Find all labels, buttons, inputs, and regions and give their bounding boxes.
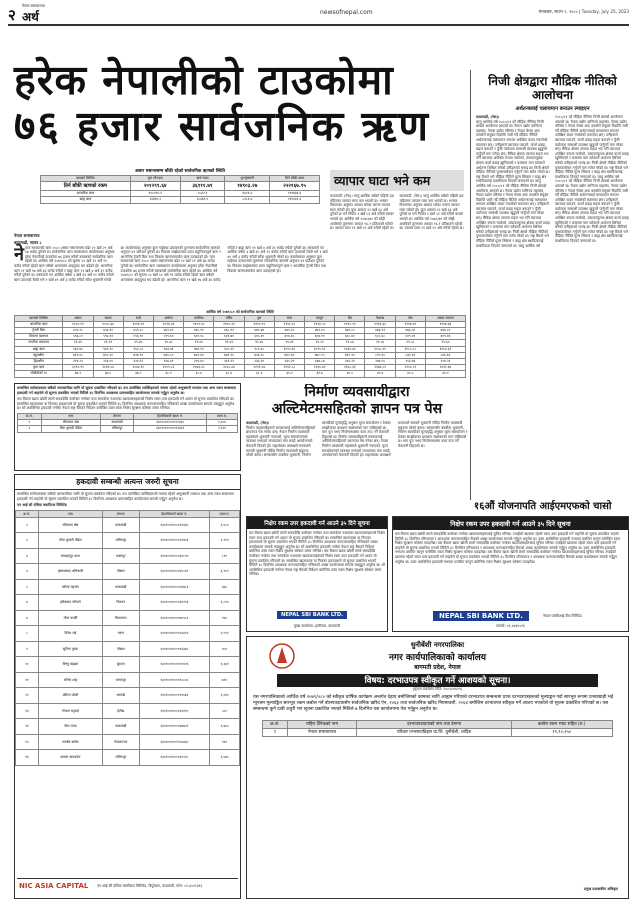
stats-block bbox=[14, 310, 466, 378]
page-number: २ bbox=[8, 6, 16, 24]
table-row: बाह्य ऋण ९३२.७० ९४१.२० ९५२.८८ ९६३.४१ ९७१.९० ९८०.२२ ९८९.४८ १०००.६० १०१५.९२ १०३२.४१ १०५८.२० १०८५.८८ ११०४.३१ bbox=[15, 346, 466, 352]
lead-table-caption: असार मसान्तसम्म बाँकी रहेको सार्वजनिक ऋणको स्थिति bbox=[134, 169, 226, 174]
issue-date: मंगलबार, साउन ९, २०८० | Tuesday, July 25, 2023 bbox=[538, 9, 629, 14]
sbi-name-np: नेपाल एसबिआई बैंक लिमिटेड bbox=[543, 614, 582, 619]
lead-article bbox=[14, 222, 328, 308]
deposit-notice-1 bbox=[246, 516, 388, 632]
construction-headline-line1: निर्माण व्यवसायीद्वारा bbox=[304, 384, 410, 400]
sbi-logo-2: NEPAL SBI BANK LTD. bbox=[433, 611, 529, 621]
claim-notice-address: एन आई सी एसिया क्यापिटल लिमिटेड, त्रिपुरेश्वर, काठमाडौं, फोन: ०१-४५११३६२ bbox=[97, 884, 203, 888]
table-row: १३ गोपाल भट्टराई हेटौंडा १३०१०२००००१३२३९० ५८० bbox=[16, 703, 240, 719]
table-row: विकास ऋणपत्र ५९३.८० ५९४.९२ ५९६.९० ५९९.६० ६०१.०८ ६०२.७० ६०५.१० ६०६.६५ ६०७.९० ६०८.४२ ६०८.६८ ६०९.०१ ६०९.१६ bbox=[15, 334, 466, 340]
dhunibeshi-subtitle: (सूचना प्रकाशित मिति: २०८०/०४/०९) bbox=[412, 687, 463, 691]
site-url[interactable]: newsofnepal.com bbox=[320, 9, 373, 16]
dhunibeshi-sign: प्रमुख प्रशासकीय अधिकृत bbox=[584, 887, 618, 892]
table-header: हिताधिकारी खाता नं. bbox=[139, 510, 210, 517]
dhunibeshi-notice bbox=[246, 636, 629, 899]
trade-article bbox=[330, 170, 464, 308]
lead-table bbox=[40, 168, 320, 204]
deposit-notice-2-title: निक्षेप रकम उपर हकदावी गर्न आउने ३५ दिने सूचना bbox=[393, 517, 628, 530]
table-header: ऋणको किसिम bbox=[41, 176, 131, 182]
claim-table bbox=[15, 510, 240, 766]
lead-byline: नेपाल समाचारपत्र bbox=[14, 233, 40, 238]
dhunibeshi-title: विषय: दरभाउपत्र स्वीकृत गर्ने आशयको सूचना। bbox=[277, 674, 598, 687]
bank-notice-table: क्र.सं. नाम ठेगाना हिताधिकारी खाता नं. रकम रु. १ सीताराम श्रेष्ठ काठमाडौं १३०१०२०००००१२३४५ २,४५० २ गीता कुमारी पौडेल ललितपुर १३०१०२०००००२२३४१ १,१२० bbox=[17, 413, 238, 433]
table-row: ४ कृष्णप्रसाद अधिकारी पोखरा १३०१०२०००००४५५१२ ३,२०० bbox=[16, 564, 240, 580]
table-row: ६ हरिप्रसाद न्यौपाने चितवन १३०१०२०००००६१२२३ १,८९० bbox=[16, 595, 240, 611]
table-row: १६ कमला सापकोटा ललितपुर १३०१०२००००१६०१२८ १,४७० bbox=[16, 750, 240, 766]
org-name-1: धुनीबेंशी नगरपालिका bbox=[410, 641, 465, 649]
table-header: क्र.सं. bbox=[16, 510, 39, 517]
trade-headline: व्यापार घाटा भने कम bbox=[330, 170, 464, 191]
table-row: १ नेपाल समाचारपत्र परिवार एभरग्रयाडिङ्स प्रा.लि. धुनीबेंशी, धादिङ १९,९०,२५० bbox=[263, 728, 613, 736]
table-row: ८ दिनेश राई धरान १३०१०२०००००८४४१२ २,०१० bbox=[16, 626, 240, 642]
table-header: जेठ bbox=[395, 315, 425, 321]
table-header: कात्तिक bbox=[184, 315, 214, 321]
claim-notice-intro: सम्बन्धित सरोकारवाला सबैको जानकारीका लागि यो सूचना प्रकाशित गरिएको छ। तल उल्लेखित व्यक्तिहरूको नाममा रहेको अभुक्तानी लाभांश तथा अन्य रकम सम्बन्धमा हकदावी गर्न चाहनेले यो सूचना प्रकाशित भएको मितिले ३५ दिनभित्र आवश्यक प्रमाणसहित कार्यालयमा सम्पर्क गर्नुहुन अनुरोध छ। bbox=[17, 492, 234, 501]
table-row: १२ प्रमिला जोशी धनगढी १३०१०२००००१२५६७१ १,०६० bbox=[16, 688, 240, 704]
sbi-logo-1: NEPAL SBI BANK LTD. bbox=[277, 611, 347, 619]
stats-caption: आर्थिक वर्ष २०७९/८० को सार्वजनिक ऋणको स्थिति bbox=[205, 310, 275, 314]
construction-headline-line2: अल्टिमेटमसहितको ज्ञापन पत्र पेस bbox=[271, 401, 443, 417]
stats-table bbox=[14, 315, 466, 378]
brand-small: नेपाल समाचारपत्र bbox=[22, 4, 45, 8]
lead-headline-line2: ७६ हजार सार्वजनिक ऋण bbox=[14, 102, 431, 150]
sidebar-body: काठमाडौं, (नेस)। चालु आर्थिक वर्ष २०८०/८१ को मौद्रिक नीतिमा निजी क्षेत्रको आलोचना आएको छ। नेपाल उद्योग वाणिज्य महासंघ, नेपाल उद्योग परिसंघ र नेपाल चेम्बर अफ कमर्सले संयुक्त विज्ञप्ति जारी गर्दै मौद्रिक नीतिले अर्थतन्त्रलाई चलायमान बनाउन अपेक्षित कदम नचालेको बताएका छन्। उनीहरूले ब्याजदर घटाउने, कर्जा प्रवाह सहज बनाउने र पुँजी पर्याप्तता सम्बन्धी व्यवस्था खुकुलो पार्नुपर्ने माग गरेका छन्। बैंकिङ क्षेत्रमा तरलता सहज भए पनि ब्याजदर अपेक्षित रूपमा नघटेको, उत्पादनमूलक क्षेत्रमा कर्जा प्रवाह खुम्चिएको र बजारमा माग घटेकाले अर्थतन्त्र शिथिल बनेको उनीहरूको भनाइ छ। निजी क्षेत्रले मौद्रिक नीतिको पुनरावलोकन गर्नुपर्ने माग समेत गरेको छ। राष्ट्र बैंकले भने मौद्रिक नीतिले मूल्य स्थिरता र बाह्य क्षेत्र स्थायित्वलाई प्राथमिकता दिएको जनाएको छ। चालु आर्थिक वर्ष २०८०/८१ को मौद्रिक नीतिमा निजी क्षेत्रको आलोचना आएको छ। नेपाल उद्योग वाणिज्य महासंघ, नेपाल उद्योग परिसंघ र नेपाल चेम्बर अफ कमर्सले संयुक्त विज्ञप्ति जारी गर्दै मौद्रिक नीतिले अर्थतन्त्रलाई चलायमान बनाउन अपेक्षित कदम नचालेको बताएका छन्। उनीहरूले ब्याजदर घटाउने, कर्जा प्रवाह सहज बनाउने र पुँजी पर्याप्तता सम्बन्धी व्यवस्था खुकुलो पार्नुपर्ने माग गरेका छन्। बैंकिङ क्षेत्रमा तरलता सहज भए पनि ब्याजदर अपेक्षित रूपमा नघटेको, उत्पादनमूलक क्षेत्रमा कर्जा प्रवाह खुम्चिएको र बजारमा माग घटेकाले अर्थतन्त्र शिथिल बनेको उनीहरूको भनाइ छ। निजी क्षेत्रले मौद्रिक नीतिको पुनरावलोकन गर्नुपर्ने माग समेत गरेको छ। राष्ट्र बैंकले भने मौद्रिक नीतिले मूल्य स्थिरता र बाह्य क्षेत्र स्थायित्वलाई प्राथमिकता दिएको जनाएको छ। चालु आर्थिक वर्ष २०८०/८१ को मौद्रिक नीतिमा निजी क्षेत्रको आलोचना आएको छ। नेपाल उद्योग वाणिज्य महासंघ, नेपाल उद्योग परिसंघ र नेपाल चेम्बर अफ कमर्सले संयुक्त विज्ञप्ति जारी गर्दै मौद्रिक नीतिले अर्थतन्त्रलाई चलायमान बनाउन अपेक्षित कदम नचालेको बताएका छन्। उनीहरूले ब्याजदर घटाउने, कर्जा प्रवाह सहज बनाउने र पुँजी पर्याप्तता सम्बन्धी व्यवस्था खुकुलो पार्नुपर्ने माग गरेका छन्। बैंकिङ क्षेत्रमा तरलता सहज भए पनि ब्याजदर अपेक्षित रूपमा नघटेको, उत्पादनमूलक क्षेत्रमा कर्जा प्रवाह खुम्चिएको र बजारमा माग घटेकाले अर्थतन्त्र शिथिल बनेको उनीहरूको भनाइ छ। निजी क्षेत्रले मौद्रिक नीतिको पुनरावलोकन गर्नुपर्ने माग समेत गरेको छ। राष्ट्र बैंकले भने मौद्रिक नीतिले मूल्य स्थिरता र बाह्य क्षेत्र स्थायित्वलाई प्राथमिकता दिएको जनाएको छ। चालु आर्थिक वर्ष २०८०/८१ को मौद्रिक नीतिमा निजी क्षेत्रको आलोचना आएको छ। नेपाल उद्योग वाणिज्य महासंघ, नेपाल उद्योग परिसंघ र नेपाल चेम्बर अफ कमर्सले संयुक्त विज्ञप्ति जारी गर्दै मौद्रिक नीतिले अर्थतन्त्रलाई चलायमान बनाउन अपेक्षित कदम नचालेको बताएका छन्। उनीहरूले ब्याजदर घटाउने, कर्जा प्रवाह सहज बनाउने र पुँजी पर्याप्तता सम्बन्धी व्यवस्था खुकुलो पार्नुपर्ने माग गरेका छन्। बैंकिङ क्षेत्रमा तरलता सहज भए पनि ब्याजदर अपेक्षित रूपमा नघटेको, उत्पादनमूलक क्षेत्रमा कर्जा प्रवाह खुम्चिएको र बजारमा माग घटेकाले अर्थतन्त्र शिथिल बनेको उनीहरूको भनाइ छ। निजी क्षेत्रले मौद्रिक नीतिको पुनरावलोकन गर्नुपर्ने माग समेत गरेको छ। राष्ट्र बैंकले भने मौद्रिक नीतिले मूल्य स्थिरता र बाह्य क्षेत्र स्थायित्वलाई प्राथमिकता दिएको जनाएको छ। bbox=[476, 115, 629, 248]
lead-dateline: काठमाडौं, साउन ८ bbox=[14, 240, 42, 245]
construction-body: काठमाडौं, (नेस)। निर्माण व्यवसायीहरूले सरकारलाई अल्टिमेटमसहितको ज्ञापनपत्र पेस गरेका छन्। नेपाल निर्माण व्यवसायी महासंघले भुक्तानी नपाएको, मूल्य समायोजनको व्यवस्था नभएको लगायतका माग राख्दै आन्दोलनको चेतावनी दिएको हो। महासंघका अध्यक्षले सरकारले समयमै भुक्तानी नदिँदा निर्माण व्यवसायी सङ्कटमा परेको बताए। सरकारसँग बक्यौता भुक्तानी, निर्माण सामग्रीको मूल्यवृद्धि अनुसार मूल्य समायोजन र ठेक्का सम्झौताका प्रावधान संशोधनको माग राखिएको छ। माग पूरा नभए निर्माणस्थलमा काम ठप्प गर्ने चेतावनी दिइएको छ। निर्माण व्यवसायीहरूले सरकारलाई अल्टिमेटमसहितको ज्ञापनपत्र पेस गरेका छन्। नेपाल निर्माण व्यवसायी महासंघले भुक्तानी नपाएको, मूल्य समायोजनको व्यवस्था नभएको लगायतका माग राख्दै आन्दोलनको चेतावनी दिएको हो। महासंघका अध्यक्षले सरकारले समयमै भुक्तानी नदिँदा निर्माण व्यवसायी सङ्कटमा परेको बताए। सरकारसँग बक्यौता भुक्तानी, निर्माण सामग्रीको मूल्यवृद्धि अनुसार मूल्य समायोजन र ठेक्का सम्झौताका प्रावधान संशोधनको माग राखिएको छ। माग पूरा नभए निर्माणस्थलमा काम ठप्प गर्ने चेतावनी दिइएको छ। bbox=[246, 421, 468, 458]
table-row: ट्रेजरी बिल ४५२.१८ ४५६.१० ४५९.८८ ४६२.३० ४६५.९० ४६८.१२ ४७०.४४ ४७१.१८ ४७२.०५ ४७२.८८ ४७३.१२ ४७३.५० ४७३.८० bbox=[15, 328, 466, 334]
table-header: नाम bbox=[38, 510, 102, 517]
table-header: असार bbox=[63, 315, 93, 321]
lead-dropcap: ने bbox=[14, 243, 24, 265]
table-row: आन्तरिक ऋण १०८०.२९ १०८५.३४ १०९१.२२ १०९६.४१ ११०१.१८ ११०५.२२ १११०.०९ १११२.२८ १११४.५० १११५.९० १११६.३२ १११७.०१ १११७.३६ bbox=[15, 321, 466, 327]
deposit-notice-2 bbox=[392, 516, 629, 632]
deposit-notice-1-footer: मुख्य कार्यालय: हात्तीसार, काठमाडौं bbox=[293, 624, 341, 629]
dhunibeshi-table: क्र.सं. राष्ट्रिय दैनिकको नाम दरभाउपत्रदाताको नाम तथा ठेगाना कबोल रकम भ्याट सहित (रु.) १ नेपाल समाचारपत्र परिवार एभरग्रयाडिङ्स प्रा.लि. धुनीबेंशी, धादिङ १९,९०,२५० bbox=[262, 720, 613, 737]
nic-asia-logo: NIC ASIA CAPITAL bbox=[19, 882, 89, 890]
table-row: १ सीताराम श्रेष्ठ काठमाडौं १३०१०२०००००१२३४५ २,४५० bbox=[16, 517, 240, 533]
table-header: साउन bbox=[93, 315, 123, 321]
table-header: चैत bbox=[335, 315, 365, 321]
table-row: आन्तरिक ऋण १०८०२९.१ ८५३२.९ ६६२१.६ १११७३६.६ bbox=[41, 191, 320, 197]
trade-body: काठमाडौं, (नेस)। चालु आर्थिक वर्षको पहिलो दश महिनामा व्यापार घाटा कम भएको छ। भन्सार विभागका अनुसार आयात घटेका कारण व्यापार घाटा घटेको हो। कुल आयात १२ खर्ब ६३ अर्ब पुगेको छ भने निर्यात १ खर्ब ५१ अर्ब रुपैयाँ बराबर भएको छ। आर्थिक वर्ष २०७८/७९ को सोही अवधिको तुलनामा आयात १६.१ प्रतिशतले घटेको छ। व्यापार घाटा ११ खर्ब १२ अर्ब रुपैयाँ रहेको छ। काठमाडौं, (नेस)। चालु आर्थिक वर्षको पहिलो दश महिनामा व्यापार घाटा कम भएको छ। भन्सार विभागका अनुसार आयात घटेका कारण व्यापार घाटा घटेको हो। कुल आयात १२ खर्ब ६३ अर्ब पुगेको छ भने निर्यात १ खर्ब ५१ अर्ब रुपैयाँ बराबर भएको छ। आर्थिक वर्ष २०७८/७९ को सोही अवधिको तुलनामा आयात १६.१ प्रतिशतले घटेको छ। व्यापार घाटा ११ खर्ब १२ अर्ब रुपैयाँ रहेको छ। bbox=[330, 194, 464, 231]
table-row: बहुपक्षीय ७११.४८ ७१८.२० ७२७.९० ७३५.८० ७४२.३० ७४९.१० ७५६.२८ ७६५.४० ७७८.०५ ७९०.२० ८१०.६५ ८३२.१४ ८४६.७२ bbox=[15, 352, 466, 358]
masthead bbox=[8, 4, 629, 24]
table-row: जीडीपीको % ३७.२ ३७.५ ३७.८ ३८.१ ३८.४ ३८.६ ३८.९ ३९.२ ३९.६ ४०.० ४०.४ ४०.८ ४१.० bbox=[15, 371, 466, 377]
table-header: ठेगाना bbox=[103, 510, 139, 517]
deposit-notice-2-footer: सम्पर्क: ०१-४४३५५१६ bbox=[496, 624, 525, 629]
table-header: असार मसान्त bbox=[425, 315, 465, 321]
nepal-emblem-icon bbox=[269, 643, 295, 669]
table-header: मूल भौज्दात bbox=[130, 176, 180, 182]
table-row: ९ सुनिता गुरुङ पोखरा १३०१०२०००००९३३७८ ४५० bbox=[16, 641, 240, 657]
deposit-notice-1-title: निक्षेप रकम उपर हकदावी गर्न आउने ३५ दिने सूचना bbox=[247, 517, 387, 529]
claim-notice-title: हकदावी सम्बन्धी अत्यन्त जरुरी सूचना bbox=[15, 475, 240, 490]
sidebar-headline: निजी क्षेत्रद्वारा मौद्रिक नीतिको आलोचना bbox=[488, 74, 617, 102]
table-header: पुनर्भुक्तानी bbox=[225, 176, 270, 182]
table-header: रकम रु. bbox=[210, 510, 240, 517]
debt-summary-table bbox=[40, 175, 320, 204]
table-row: १० विष्णु खड्का बुटवल १३०१०२००००१०११२६ १,३३० bbox=[16, 657, 240, 673]
table-header: तिर्न बाँकी रकम bbox=[270, 176, 320, 182]
table-row: १४ रीता लामा काठमाडौं १३०१०२००००१४७७०२ २,७४० bbox=[16, 719, 240, 735]
construction-article bbox=[246, 384, 468, 512]
section-label: अर्थ bbox=[22, 10, 39, 24]
table-header: भदौ bbox=[123, 315, 153, 321]
table-row: ३ रामबहादुर थापा भक्तपुर १३०१०२०००००३१८९० ८९० bbox=[16, 548, 240, 564]
claim-notice-company: एन आई सी एसिया क्यापिटल लिमिटेड bbox=[17, 503, 67, 508]
table-header: पुस bbox=[244, 315, 274, 321]
table-header: वैशाख bbox=[365, 315, 395, 321]
plan-headline: १६औं योजनापति आईएमएफको चासो bbox=[474, 501, 612, 512]
claim-notice-footer bbox=[17, 878, 238, 896]
table-row: कुल ऋण २०१२.९९ २०२६.५४ २०४४.१० २०५९.८२ २०७३.०८ २०८५.४४ २०९९.५७ २११२.८८ २१३०.४२ २१४८.३१ २१७४.५२ २२०२.८९ २२२१.६७ bbox=[15, 365, 466, 371]
sidebar-subhead: अर्थतन्त्रलाई चलायमान बनाउन ल्याइएन bbox=[515, 106, 590, 112]
table-header: असोज bbox=[153, 315, 183, 321]
table-row: तिर्न बाँकी ऋणको रकम २०१२९९.६४ ३६९११.७९ १४९०३.२७ २२२१६७.९५ bbox=[41, 182, 320, 191]
column-divider bbox=[470, 70, 471, 500]
table-row: ५ सरिता महर्जन काठमाडौं १३०१०२०००००५६७८१ ६७५ bbox=[16, 579, 240, 595]
deposit-notice-2-body: यस बैंकमा खाता खोली लामो समयदेखि कारोबार नगरेका खातावालाहरूलाई सूचित गरिन्छ। तपाईंको खातामा रहेको रकम उपर हकदावी गर्न चाहनेले यो सूचना प्रकाशित भएको मितिले ३५ दिनभित्र परिचयपत्र र आवश्यक कागजातसहित बैंकको शाखा कार्यालयमा सम्पर्क गर्नुहुन अनुरोध छ। उक्त अवधिभित्र हकदावी नभएमा प्रचलित कानुन बमोजिम रकम निक्षेप सुरक्षण कोषमा पठाइनेछ। यस बैंकमा खाता खोली लामो समयदेखि कारोबार नगरेका खातावालाहरूलाई सूचित गरिन्छ। तपाईंको खातामा रहेको रकम उपर हकदावी गर्न चाहनेले यो सूचना प्रकाशित भएको मितिले ३५ दिनभित्र परिचयपत्र र आवश्यक कागजातसहित बैंकको शाखा कार्यालयमा सम्पर्क गर्नुहुन अनुरोध छ। उक्त अवधिभित्र हकदावी नभएमा प्रचलित कानुन बमोजिम रकम निक्षेप सुरक्षण कोषमा पठाइनेछ। यस बैंकमा खाता खोली लामो समयदेखि कारोबार नगरेका खातावालाहरूलाई सूचित गरिन्छ। तपाईंको खातामा रहेको रकम उपर हकदावी गर्न चाहनेले यो सूचना प्रकाशित भएको मितिले ३५ दिनभित्र परिचयपत्र र आवश्यक कागजातसहित बैंकको शाखा कार्यालयमा सम्पर्क गर्नुहुन अनुरोध छ। उक्त अवधिभित्र हकदावी नभएमा प्रचलित कानुन बमोजिम रकम निक्षेप सुरक्षण कोषमा पठाइनेछ। bbox=[395, 532, 621, 564]
org-name-3: बागमती प्रदेश, नेपाल bbox=[414, 664, 461, 671]
table-header: मंसिर bbox=[214, 315, 244, 321]
header-rule bbox=[8, 24, 629, 26]
dhunibeshi-body: यस नगरपालिकाको आर्थिक वर्ष २०७९/०८० को स्वीकृत वार्षिक कार्यक्रम अन्तर्गत देहाय बमोजिमको कामका लागि आह्वान गरिएको दरभाउपत्र सम्बन्धमा प्राप्त दरभाउपत्रहरूको मूल्याङ्कन गर्दा सारभूत रूपमा प्रभावग्राही भई न्यूनतम मूल्याङ्कित सारभूत रकम कबोल गर्ने बोलपत्रदातासँग सार्वजनिक खरिद ऐन, २०६३ तथा सार्वजनिक खरिद नियमावली, २०६४ बमोजिम दरभाउपत्र स्वीकृत गर्ने आशय भएकोले यो सूचना प्रकाशित गरिएको छ। यस सम्बन्धमा कुनै दाबी उजुरी भए सूचना प्रकाशित भएको मितिले ७ दिनभित्र यस कार्यालयमा पेश गर्नुहुन अनुरोध छ। bbox=[253, 694, 614, 712]
deposit-notice-1-body: यस बैंकमा खाता खोली लामो समयदेखि कारोबार नगरेका तथा सम्पर्कमा नआएका खातावालाहरूको निक्षेप रकम उपर हकदावी गर्न आउन यो सूचना प्रकाशित गरिएको छ। सम्बन्धित खातावाला वा निजका हकवालाले यो सूचना प्रकाशित भएको मितिले ३५ दिनभित्र आवश्यक कागजातसहित नजिकको शाखा कार्यालयमा सम्पर्क राख्नुहुन अनुरोध छ। सो अवधिभित्र हकदावी नगरेमा नेपाल राष्ट्र बैंकको निर्देशन बमोजिम उक्त रकम निक्षेप सुरक्षण कोषमा जम्मा गरिनेछ। यस बैंकमा खाता खोली लामो समयदेखि कारोबार नगरेका तथा सम्पर्कमा नआएका खातावालाहरूको निक्षेप रकम उपर हकदावी गर्न आउन यो सूचना प्रकाशित गरिएको छ। सम्बन्धित खातावाला वा निजका हकवालाले यो सूचना प्रकाशित भएको मितिले ३५ दिनभित्र आवश्यक कागजातसहित नजिकको शाखा कार्यालयमा सम्पर्क राख्नुहुन अनुरोध छ। सो अवधिभित्र हकदावी नगरेमा नेपाल राष्ट्र बैंकको निर्देशन बमोजिम उक्त रकम निक्षेप सुरक्षण कोषमा जम्मा गरिनेछ। bbox=[249, 531, 385, 577]
table-row: द्विपक्षीय २२१.२२ २२३.०० २२४.९८ २२७.६१ २२९.६० २३१.१२ २३३.२० २३५.२० २३७.८७ २४२.२१ २४७.५५ २५३.७४ २५७.५९ bbox=[15, 359, 466, 365]
lead-headline bbox=[14, 58, 464, 150]
table-header: माघ bbox=[274, 315, 304, 321]
dhunibeshi-header bbox=[247, 637, 628, 671]
lead-body: ने पाल सरकारको ऋण २०८० असार मसान्तसम्म बढेर २२ खर्ब २१ अर्ब ६७ करोड पुगेको छ। सार्वजनिक ऋण व्यवस्थापन कार्यालयका अनुसार हरेक नेपालीको टाउकोमा ७६ हजार रुपैयाँ बराबरको सार्वजनिक ऋण रहेको छ। आर्थिक वर्ष २०७९/८० को सुरुमा २० खर्ब १२ अर्ब ९९ करोड रुपैयाँ रहेको ऋण वर्षको अन्त्यसम्म आइपुग्दा थप बढेको हो। आन्तरिक ऋण ११ खर्ब १७ अर्ब ३६ करोड रुपैयाँ र बाह्य ऋण ११ खर्ब ४ अर्ब ३१ करोड रुपैयाँ पुगेको छ। सरकारले गत आर्थिक वर्षमा ३ खर्ब ६९ अर्ब ११ करोड रुपैयाँ ऋण उठाएको थियो भने १ खर्ब ४९ अर्ब ३ करोड रुपैयाँ साँवा भुक्तानी गरेको छ। कार्यालयका अनुसार कुल गार्हस्थ्य उत्पादनको तुलनामा सार्वजनिक ऋणको अनुपात ४१ प्रतिशत पुगेको छ। विकास साझेदारबाट प्राप्त सहुलियतपूर्ण ऋण र आन्तरिक ट्रेजरी बिल तथा विकास ऋणपत्रमार्फत ऋण उठाइएको हो। पाल सरकारको ऋण २०८० असार मसान्तसम्म बढेर २२ खर्ब २१ अर्ब ६७ करोड पुगेको छ। सार्वजनिक ऋण व्यवस्थापन कार्यालयका अनुसार हरेक नेपालीको टाउकोमा ७६ हजार रुपैयाँ बराबरको सार्वजनिक ऋण रहेको छ। आर्थिक वर्ष २०७९/८० को सुरुमा २० खर्ब १२ अर्ब ९९ करोड रुपैयाँ रहेको ऋण वर्षको अन्त्यसम्म आइपुग्दा थप बढेको हो। आन्तरिक ऋण ११ खर्ब १७ अर्ब ३६ करोड रुपैयाँ र बाह्य ऋण ११ खर्ब ४ अर्ब ३१ करोड रुपैयाँ पुगेको छ। सरकारले गत आर्थिक वर्षमा ३ खर्ब ६९ अर्ब ११ करोड रुपैयाँ ऋण उठाएको थियो भने १ खर्ब ४९ अर्ब ३ करोड रुपैयाँ साँवा भुक्तानी गरेको छ। कार्यालयका अनुसार कुल गार्हस्थ्य उत्पादनको तुलनामा सार्वजनिक ऋणको अनुपात ४१ प्रतिशत पुगेको छ। विकास साझेदारबाट प्राप्त सहुलियतपूर्ण ऋण र आन्तरिक ट्रेजरी बिल तथा विकास ऋणपत्रमार्फत ऋण उठाइएको हो। bbox=[14, 243, 328, 282]
table-row: १५ सन्तोष बस्नेत नेपालगञ्ज १३०१०२००००१५४४६० ९९० bbox=[16, 734, 240, 750]
table-row: ७ मीना कार्की विराटनगर १३०१०२०००००७०९८१ ९४० bbox=[16, 610, 240, 626]
claim-notice bbox=[14, 474, 241, 899]
table-row: २ गीता कुमारी पौडेल ललितपुर १३०१०२०००००२२३४१ १,१२० bbox=[16, 533, 240, 549]
table-header: ऋणको किसिम bbox=[15, 315, 63, 321]
org-name-2: नगर कार्यपालिकाको कार्यालय bbox=[389, 653, 486, 663]
table-row: नागरिक बचतपत्र १९.२१ १९.२२ १९.३० १९.३८ १९.४० १९.४२ १९.४५ १९.४९ १९.५१ १९.५४ १९.५६ १९.५८ १९.६० bbox=[15, 340, 466, 346]
table-row: बाह्य ऋण ९३२७०.२ २८३७९.० ८२८१.७ ११०४३१.३ bbox=[41, 197, 320, 203]
table-row: ११ अनिल शाह जनकपुर १३०१०२००००११८८४५ ७२० bbox=[16, 672, 240, 688]
table-header: फागुन bbox=[305, 315, 335, 321]
table-header: खर्च रकम bbox=[180, 176, 225, 182]
lead-headline-line1: हरेक नेपालीको टाउकोमा bbox=[14, 56, 394, 104]
sidebar-article bbox=[476, 74, 629, 504]
bank-notice-strip: सम्बन्धित सरोकारवाला सबैको जानकारीका लागि यो सूचना प्रकाशित गरिएको छ। तल उल्लेखित व्यक्तिहरूको नाममा रहेको अभुक्तानी लाभांश तथा अन्य रकम सम्बन्धमा हकदावी गर्न चाहनेले यो सूचना प्रकाशित भएको मितिले ३५ दिनभित्र आवश्यक प्रमाणसहित कार्यालयमा सम्पर्क गर्नुहुन अनुरोध छ। यस बैंकमा खाता खोली लामो समयदेखि कारोबार नगरेका तथा सम्पर्कमा नआएका खातावालाहरूको निक्षेप रकम उपर हकदावी गर्न आउन यो सूचना प्रकाशित गरिएको छ। सम्बन्धित खातावाला वा निजका हकवालाले यो सूचना प्रकाशित भएको मितिले ३५ दिनभित्र आवश्यक कागजातसहित नजिकको शाखा कार्यालयमा सम्पर्क राख्नुहुन अनुरोध छ। सो अवधिभित्र हकदावी नगरेमा नेपाल राष्ट्र बैंकको निर्देशन बमोजिम उक्त रकम निक्षेप सुरक्षण कोषमा जम्मा गरिनेछ। क्र.सं. नाम ठेगाना हिताधिकारी खाता नं. रकम रु. १ सीताराम श्रेष्ठ काठमाडौं १३०१०२०००००१२३४५ २,४५० २ गीता कुमारी पौडेल ललितपुर १३०१०२०००००२२३४१ १,१२० bbox=[14, 383, 241, 471]
